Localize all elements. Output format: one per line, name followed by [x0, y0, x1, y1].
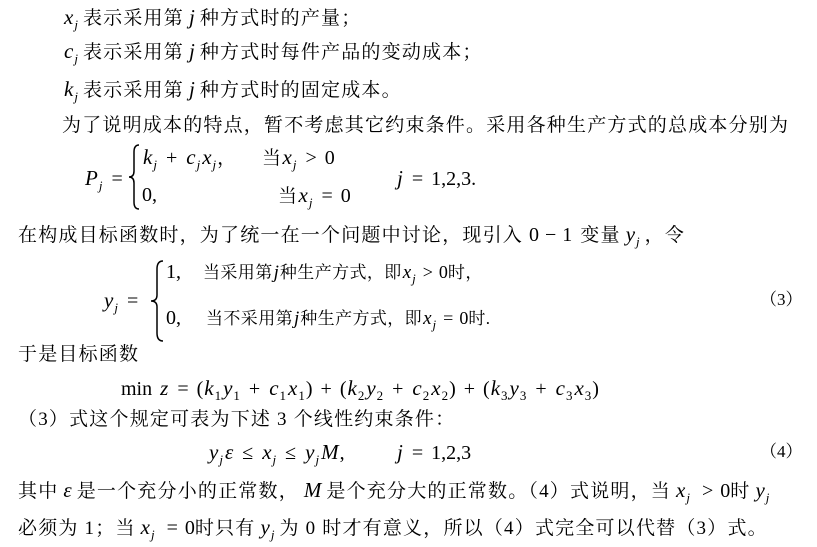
- variable-symbol: x: [140, 515, 150, 539]
- variable-symbol: y: [755, 478, 765, 502]
- text-run: 种生产方式，即: [300, 309, 423, 328]
- cost-intro-paragraph: [62, 112, 789, 140]
- math-operator: =: [177, 378, 189, 400]
- math-variable: [63, 478, 71, 502]
- text-run: 为 0 时才有意义，所以（4）式完全可以代替（3）式。: [279, 518, 768, 539]
- math-operator: =: [111, 168, 123, 190]
- variable-subscript: 3: [501, 388, 508, 403]
- math-variable: [555, 376, 573, 403]
- text-run: ，令: [644, 225, 686, 246]
- variable-symbol: M: [321, 440, 339, 464]
- variable-symbol: y: [209, 440, 219, 464]
- variable-symbol: j: [188, 39, 195, 63]
- objective-function-formula: [121, 374, 599, 402]
- variable-symbol: P: [85, 166, 98, 190]
- math-operator: >: [305, 147, 317, 169]
- math-symbol: 0−1: [529, 224, 579, 246]
- math-variable: [202, 145, 217, 172]
- math-variable: [189, 39, 195, 63]
- variable-subscript: j: [270, 527, 275, 542]
- explanation-line-2: [18, 513, 768, 541]
- math-variable: [625, 222, 640, 249]
- math-operator: +: [165, 147, 178, 169]
- math-operator: =: [443, 308, 454, 328]
- equation-number: （3）: [760, 290, 803, 309]
- variable-subscript: j: [308, 195, 313, 210]
- text-run: 当: [262, 148, 282, 169]
- left-brace: [128, 144, 140, 210]
- text-run: 时，: [447, 263, 483, 282]
- math-variable: [490, 376, 508, 403]
- variable-symbol: z: [160, 376, 169, 400]
- math-variable: [397, 166, 403, 190]
- math-operator: +: [320, 378, 332, 400]
- variable-subscript: j: [74, 17, 78, 32]
- variable-symbol: x: [282, 145, 292, 169]
- cost-case-1-value: [142, 143, 237, 171]
- variable-symbol: k: [204, 376, 214, 400]
- variable-subscript: j: [636, 234, 640, 249]
- math-variable: [397, 440, 403, 464]
- math-variable: [64, 77, 78, 104]
- variable-symbol: x: [431, 376, 441, 400]
- math-operator: +: [463, 378, 476, 400]
- variable-symbol: k: [143, 145, 153, 169]
- math-variable: [143, 145, 157, 172]
- text-run: 时.: [468, 309, 491, 328]
- math-variable: [347, 376, 365, 403]
- constraint-intro-paragraph: [18, 406, 455, 434]
- variable-symbol: x: [262, 440, 272, 464]
- variable-subscript: j: [153, 157, 157, 172]
- cost-formula: [80, 140, 500, 214]
- text-run: 表示采用第: [82, 42, 184, 63]
- math-operator: >: [701, 480, 714, 502]
- math-symbol: 1,2,3: [431, 168, 472, 190]
- variable-symbol: x: [402, 262, 412, 283]
- variable-subscript: j: [74, 51, 78, 66]
- variable-subscript: j: [98, 178, 103, 193]
- binary-intro-paragraph: [18, 220, 685, 248]
- math-symbol: .: [471, 168, 477, 190]
- variable-subscript: 2: [357, 388, 365, 403]
- variable-symbol: j: [188, 5, 195, 29]
- text-run: 在构成目标函数时，为了统一在一个问题中讨论，现引入: [18, 225, 524, 246]
- variable-subscript: j: [196, 157, 201, 172]
- text-run: 表示采用第: [82, 80, 184, 101]
- math-symbol: 0: [184, 517, 195, 539]
- definition-production-quantity: [59, 3, 361, 31]
- math-variable: [160, 376, 168, 400]
- math-variable: [186, 145, 201, 172]
- variable-subscript: j: [219, 452, 223, 467]
- variable-subscript: 2: [376, 388, 384, 403]
- math-variable: [402, 262, 416, 286]
- text-run: （3）式这个规定可表为下述 3 个线性约束条件：: [18, 409, 456, 430]
- binary-case-1-value: [166, 258, 181, 286]
- variable-symbol: x: [676, 478, 686, 502]
- constraint-index-range: [396, 438, 471, 466]
- variable-symbol: j: [397, 166, 403, 190]
- constraint-expression: [208, 438, 345, 466]
- variable-symbol: j: [188, 77, 195, 101]
- math-symbol: 0: [340, 185, 351, 207]
- text-run: 时只有: [194, 518, 256, 539]
- variable-subscript: 3: [565, 388, 573, 403]
- math-operator: +: [392, 378, 404, 400]
- text-run: 时: [730, 481, 751, 502]
- math-variable: [509, 376, 527, 403]
- variable-subscript: j: [292, 157, 297, 172]
- text-run: 当: [278, 186, 298, 207]
- variable-symbol: y: [625, 222, 636, 246]
- math-variable: [412, 376, 430, 403]
- variable-symbol: y: [104, 288, 114, 312]
- math-variable: [223, 376, 240, 403]
- equation-number: （4）: [760, 442, 803, 461]
- math-variable: [305, 440, 320, 467]
- variable-subscript: j: [212, 157, 217, 172]
- math-variable: [298, 183, 313, 210]
- math-symbol: 1,: [166, 261, 181, 283]
- variable-symbol: j: [294, 308, 300, 329]
- binary-formula-lhs: [103, 286, 146, 314]
- text-run: 种生产方式，即: [279, 263, 402, 282]
- math-symbol: (: [196, 378, 204, 400]
- math-variable: [204, 376, 222, 403]
- variable-subscript: j: [315, 452, 320, 467]
- text-run: 种方式时的固定成本。: [199, 80, 402, 101]
- definition-fixed-cost: [59, 75, 402, 103]
- variable-subscript: 1: [214, 388, 222, 403]
- variable-symbol: c: [269, 376, 279, 400]
- math-symbol: (: [483, 378, 490, 400]
- cost-formula-index-range: [396, 164, 476, 192]
- variable-subscript: 3: [584, 388, 592, 403]
- objective-intro-paragraph: [18, 341, 139, 369]
- variable-symbol: x: [64, 5, 74, 29]
- math-variable: [321, 440, 339, 464]
- math-variable: [262, 440, 277, 467]
- variable-subscript: j: [686, 490, 690, 505]
- variable-subscript: j: [765, 490, 770, 505]
- explanation-line-1: [18, 476, 774, 504]
- math-variable: [288, 376, 305, 403]
- math-variable: [269, 376, 287, 403]
- variable-symbol: ε: [224, 440, 234, 464]
- math-variable: [304, 478, 322, 502]
- binary-case-2-condition: [206, 304, 490, 332]
- text-run: 于是目标函数: [18, 344, 140, 365]
- math-operator: >: [422, 262, 433, 282]
- math-variable: [574, 376, 592, 403]
- math-variable: [274, 262, 279, 283]
- binary-variable-formula: [100, 254, 810, 348]
- variable-subscript: j: [150, 527, 155, 542]
- math-symbol: ): [449, 378, 456, 400]
- variable-subscript: j: [432, 317, 437, 332]
- math-symbol: 1,2,3: [431, 442, 472, 464]
- math-variable: [282, 145, 297, 172]
- math-operator: =: [321, 185, 333, 207]
- math-variable: [140, 515, 155, 542]
- text-run: ，: [217, 148, 237, 169]
- text-run: 表示采用第: [82, 8, 184, 29]
- math-variable: [104, 288, 118, 315]
- math-symbol: 0,: [142, 184, 157, 206]
- math-operator: ≤: [285, 442, 297, 464]
- text-run: 其中: [18, 481, 59, 502]
- math-variable: [189, 77, 195, 101]
- text-run: 当采用第: [203, 263, 273, 282]
- math-operator: +: [248, 378, 261, 400]
- variable-subscript: j: [74, 89, 78, 104]
- variable-symbol: k: [64, 77, 74, 101]
- math-variable: [676, 478, 690, 505]
- text-run: 为了说明成本的特点，暂不考虑其它约束条件。采用各种生产方式的总成本分别为: [62, 115, 790, 136]
- math-symbol: 0: [459, 308, 469, 328]
- math-variable: [294, 308, 299, 329]
- text-run: 是个充分大的正常数。（4）式说明，当: [326, 481, 671, 502]
- math-variable: [260, 515, 275, 542]
- math-symbol: ): [592, 378, 599, 400]
- variable-subscript: 2: [441, 388, 449, 403]
- variable-symbol: c: [64, 39, 74, 63]
- math-symbol: 0,: [166, 307, 181, 329]
- math-operator: =: [411, 442, 424, 464]
- variable-subscript: 3: [519, 388, 527, 403]
- text-run: 种方式时每件产品的变动成本；: [199, 42, 483, 63]
- variable-symbol: j: [273, 262, 279, 283]
- binary-case-2-value: [166, 304, 181, 332]
- cost-case-2-condition: [278, 181, 351, 209]
- variable-symbol: x: [574, 376, 584, 400]
- variable-symbol: y: [366, 376, 376, 400]
- text-run: 必须为 1；当: [18, 518, 136, 539]
- definition-variable-cost: [59, 37, 483, 65]
- variable-subscript: 1: [233, 388, 240, 403]
- left-brace: [150, 260, 164, 342]
- text-run: 变量: [580, 225, 621, 246]
- math-symbol: 0: [438, 262, 448, 282]
- variable-symbol: x: [423, 308, 432, 329]
- text-run: 是一个充分小的正常数，: [76, 481, 299, 502]
- variable-subscript: j: [272, 452, 277, 467]
- variable-subscript: j: [114, 300, 118, 315]
- cost-case-1-condition: [262, 143, 335, 171]
- binary-case-1-condition: [203, 258, 483, 286]
- variable-symbol: x: [298, 183, 308, 207]
- text-run: 当不采用第: [206, 309, 293, 328]
- variable-symbol: y: [260, 515, 270, 539]
- math-variable: [64, 5, 78, 32]
- math-variable: [64, 39, 78, 66]
- math-operator: =: [166, 517, 178, 539]
- math-operator: ≤: [242, 442, 254, 464]
- math-variable: [423, 308, 437, 332]
- math-symbol: min: [121, 378, 153, 400]
- math-variable: [366, 376, 384, 403]
- variable-symbol: y: [509, 376, 519, 400]
- variable-symbol: k: [490, 376, 501, 400]
- variable-symbol: M: [303, 478, 322, 502]
- variable-symbol: y: [223, 376, 233, 400]
- variable-symbol: c: [555, 376, 565, 400]
- math-variable: [85, 166, 103, 193]
- math-variable: [189, 5, 195, 29]
- constraint-formula: [200, 436, 810, 466]
- math-symbol: (: [339, 378, 347, 400]
- variable-symbol: c: [412, 376, 422, 400]
- math-operator: =: [126, 290, 139, 312]
- variable-symbol: k: [347, 376, 357, 400]
- variable-subscript: j: [412, 271, 416, 286]
- math-operator: =: [411, 168, 424, 190]
- math-symbol: ,: [339, 442, 345, 464]
- variable-symbol: ε: [63, 478, 72, 502]
- math-symbol: 0: [324, 147, 335, 169]
- math-symbol: 0: [720, 480, 731, 502]
- variable-symbol: x: [202, 145, 212, 169]
- variable-symbol: c: [186, 145, 196, 169]
- math-operator: +: [535, 378, 547, 400]
- variable-symbol: x: [288, 376, 298, 400]
- variable-subscript: 2: [422, 388, 430, 403]
- math-symbol: ): [305, 378, 313, 400]
- math-variable: [209, 440, 223, 467]
- variable-symbol: j: [397, 440, 403, 464]
- math-variable: [225, 440, 233, 464]
- cost-case-2-value: [142, 181, 157, 209]
- variable-subscript: 1: [279, 388, 287, 403]
- cost-formula-lhs: [84, 164, 131, 192]
- text-run: 种方式时的产量；: [199, 8, 362, 29]
- math-variable: [755, 478, 770, 505]
- math-variable: [431, 376, 449, 403]
- variable-subscript: 1: [298, 388, 305, 403]
- variable-symbol: y: [305, 440, 315, 464]
